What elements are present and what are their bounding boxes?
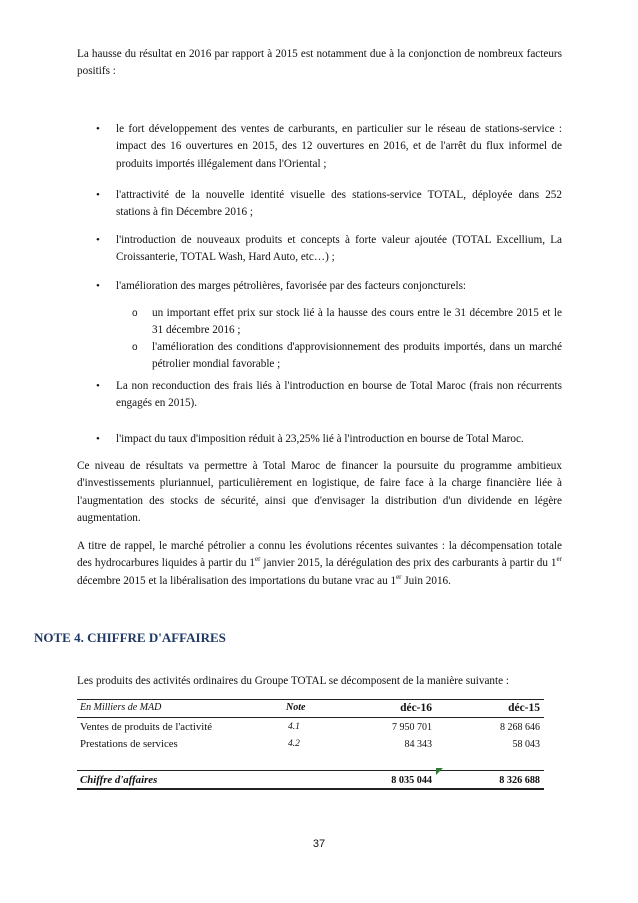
bullet-text: le fort développement des ventes de carburants, en particulier sur le réseau de stations-service : impact des 16 ouvertures en 2015, des 12 ouvertures en 2016, et de l'arrêt du flux informel de produits importés illégalement dans l'Oriental ; (116, 123, 562, 170)
bullet-marker: • (96, 433, 100, 445)
table-row-note: 4.2 (288, 739, 300, 749)
table-row-note: 4.1 (288, 722, 300, 732)
table-bottom-rule (77, 788, 544, 790)
bullet-text: La non reconduction des frais liés à l'introduction en bourse de Total Maroc (frais non récurrents engagés en 2015). (116, 380, 562, 410)
cell-marker-triangle (436, 768, 443, 775)
table-total-value-dec15: 8 326 688 (499, 775, 540, 786)
table-row-value-dec15: 58 043 (512, 739, 540, 750)
table-intro: Les produits des activités ordinaires du Groupe TOTAL se décomposent de la manière suivante : (77, 675, 509, 687)
bullet-text: l'attractivité de la nouvelle identité visuelle des stations-service TOTAL, déployée dans 252 stations à fin Décembre 2016 ; (116, 189, 562, 219)
table-row-label: Ventes de produits de l'activité (80, 721, 213, 733)
recall-paragraph: A titre de rappel, le marché pétrolier a connu les évolutions récentes suivantes : la décompensation totale des hydrocarbures liquides à partir du 1er janvier 2015, la dérégulation des prix des carburants à partir du 1er décembre 2015 et la libéralisation des importations du butane vrac au 1er Juin 2016. (77, 540, 562, 587)
table-total-label: Chiffre d'affaires (80, 774, 158, 786)
bullet-text: l'impact du taux d'imposition réduit à 23,25% lié à l'introduction en bourse de Total Maroc. (116, 433, 524, 445)
section-heading: NOTE 4. CHIFFRE D'AFFAIRES (34, 630, 226, 645)
sub-bullet-text: l'amélioration des conditions d'approvisionnement des produits importés, dans un marché pétrolier mondial favorable ; (152, 341, 562, 371)
sub-bullet-text: un important effet prix sur stock lié à la hausse des cours entre le 31 décembre 2015 et le 31 décembre 2016 ; (152, 307, 562, 337)
sub-bullet-marker: o (132, 342, 138, 353)
bullet-item (96, 187, 562, 222)
table-row-value-dec16: 84 343 (404, 739, 432, 750)
bullet-marker: • (96, 280, 100, 292)
table-header-col-dec16: déc-16 (400, 702, 432, 714)
table-row-label: Prestations de services (80, 738, 178, 750)
sub-bullet-item (132, 339, 562, 374)
table-total-value-dec16: 8 035 044 (391, 775, 432, 786)
table-header-col-dec15: déc-15 (508, 702, 540, 714)
bullet-item (96, 278, 562, 295)
sub-bullet-item (132, 305, 562, 340)
bullet-marker: • (96, 189, 100, 201)
bullet-text: l'amélioration des marges pétrolières, favorisée par des facteurs conjoncturels: (116, 280, 467, 292)
bullet-marker: • (96, 234, 100, 246)
bullet-item (96, 121, 562, 173)
bullet-text: l'introduction de nouveaux produits et concepts à forte valeur ajoutée (TOTAL Excellium, La Croissanterie, TOTAL Wash, Hard Auto, etc…) ; (116, 234, 562, 264)
page-number: 37 (312, 838, 326, 850)
table-header-label: En Milliers de MAD (80, 702, 162, 713)
bullet-marker: • (96, 123, 100, 135)
financing-paragraph: Ce niveau de résultats va permettre à Total Maroc de financer la poursuite du programme ambitieux d'investissements pluriannuel, particulièrement en logistique, de faire face à la charge financière liée à l'augmentation des stocks de sécurité, ainsi que d'envisager la distribution d'un dividende en légère augmentation. (77, 460, 562, 525)
cell-marker-icon (434, 767, 444, 777)
table-total-top-rule (77, 770, 544, 771)
bullet-item (96, 378, 562, 413)
table-header-note: Note (286, 702, 306, 713)
bullet-item (96, 232, 562, 267)
table-row-value-dec16: 7 950 701 (392, 722, 432, 733)
sub-bullet-marker: o (132, 308, 138, 319)
bullet-marker: • (96, 380, 100, 392)
table-row-value-dec15: 8 268 646 (500, 722, 540, 733)
intro-paragraph: La hausse du résultat en 2016 par rapport à 2015 est notamment due à la conjonction de nombreux facteurs positifs : (77, 48, 562, 78)
bullet-item (96, 431, 562, 448)
table-top-rule (77, 699, 544, 700)
table-header-rule (77, 717, 544, 718)
